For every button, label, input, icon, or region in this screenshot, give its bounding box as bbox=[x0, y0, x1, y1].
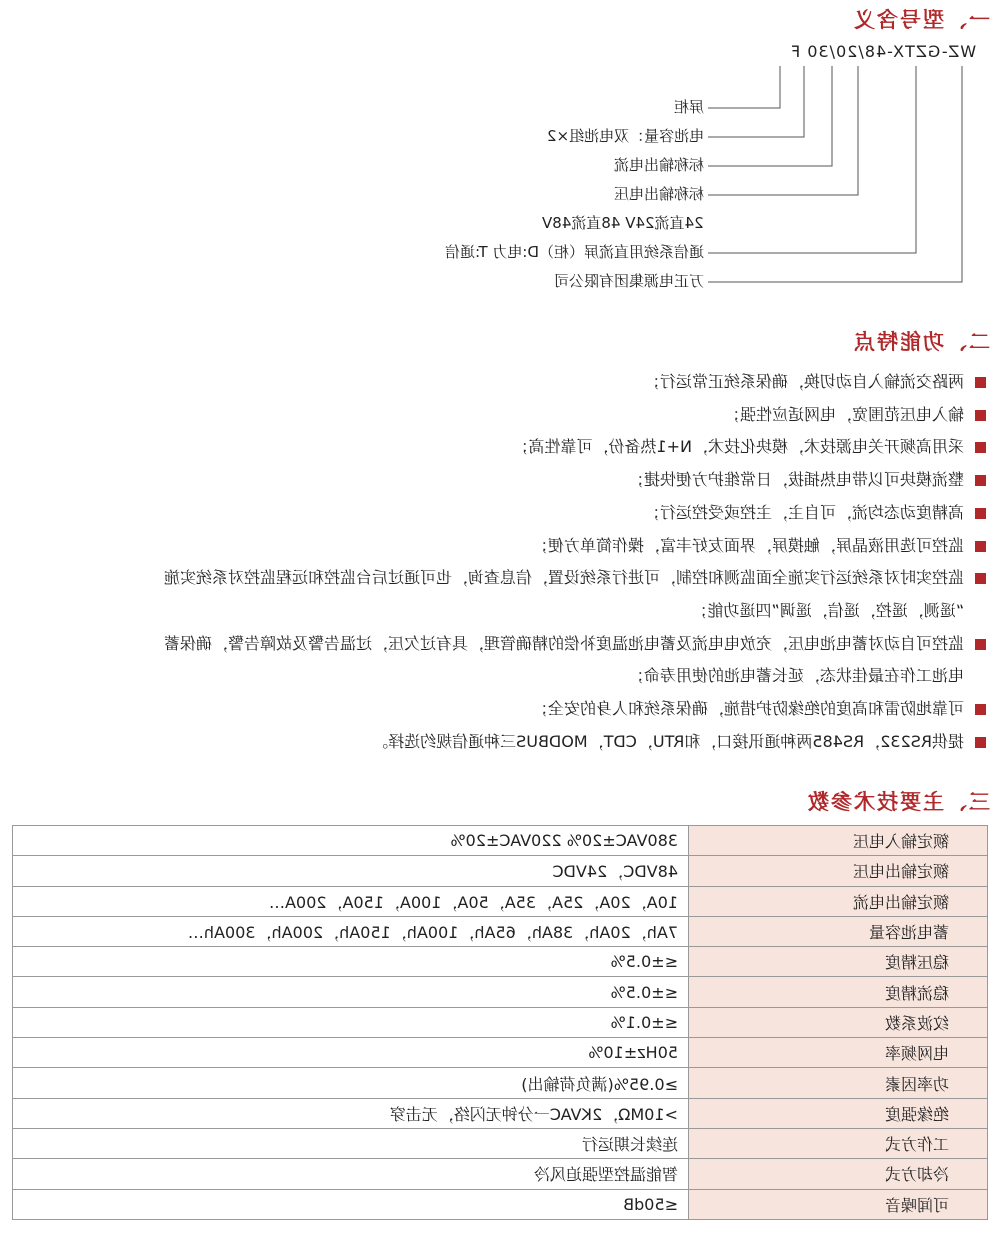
leader-line-3 bbox=[708, 66, 832, 166]
feature-text: 监控可自动对蓄电池电压，充放电电流及蓄电池温度补偿的精确管理，具有过欠压，过温告警及故障告警，确保蓄 bbox=[163, 633, 964, 653]
spec-label: 可闻噪音 bbox=[689, 1189, 988, 1219]
spec-label: 电网频率 bbox=[689, 1038, 988, 1068]
spec-label: 稳流精度 bbox=[689, 977, 988, 1007]
spec-label: 稳压精度 bbox=[689, 947, 988, 977]
model-rows bbox=[445, 96, 704, 299]
model-row-text: 万正电源集团有限公司 bbox=[553, 272, 704, 290]
spec-table bbox=[12, 825, 988, 1220]
model-row-2 bbox=[445, 125, 704, 154]
feature-text: 采用高频开关电源技术，模块化技术，N+1热备份，可靠性高； bbox=[512, 437, 964, 457]
feature-item bbox=[0, 464, 990, 497]
feature-text: 整流模块可以带电热插拔，日常维护方便快捷； bbox=[627, 470, 964, 490]
spec-value: ≤±0.5% bbox=[13, 977, 689, 1007]
feature-text: 两路交流输入自动切换，确保系统正常运行； bbox=[643, 372, 964, 391]
square-bullet-icon bbox=[975, 410, 986, 421]
spec-label: 额定输出电流 bbox=[689, 886, 988, 916]
spec-row bbox=[13, 1128, 988, 1158]
spec-value: ≤±0.5% bbox=[13, 947, 689, 977]
section-title-model: 一、型号含义 bbox=[852, 8, 990, 32]
spec-value: 智能温控型强迫风冷 bbox=[13, 1159, 689, 1189]
leader-line-6 bbox=[708, 66, 962, 282]
leader-line-5 bbox=[708, 66, 916, 253]
feature-item bbox=[0, 399, 990, 432]
feature-item bbox=[0, 562, 990, 595]
model-row-text: 通信系统用直流屏（柜）D:电力 T:通信 bbox=[445, 243, 704, 261]
spec-label: 纹波系数 bbox=[689, 1007, 988, 1037]
spec-value: 48VDC，24VDC bbox=[13, 856, 689, 886]
spec-row bbox=[13, 1159, 988, 1189]
spec-row bbox=[13, 1068, 988, 1098]
spec-row bbox=[13, 886, 988, 916]
leader-line-2 bbox=[708, 66, 804, 137]
feature-item bbox=[0, 530, 990, 563]
square-bullet-icon bbox=[975, 377, 986, 388]
model-row-1 bbox=[445, 96, 704, 125]
square-bullet-icon bbox=[975, 704, 986, 715]
spec-row bbox=[13, 916, 988, 946]
spec-row bbox=[13, 1007, 988, 1037]
feature-item bbox=[0, 628, 990, 661]
model-row-7 bbox=[445, 270, 704, 299]
model-row-5 bbox=[445, 212, 704, 241]
model-row-4 bbox=[445, 183, 704, 212]
spec-value: ≥0.95%(满负荷输出) bbox=[13, 1068, 689, 1098]
leader-line-1 bbox=[708, 66, 780, 108]
spec-value: 380VAC±20% 220VAC±20% bbox=[13, 826, 689, 856]
feature-item bbox=[0, 431, 990, 464]
model-code-diagram bbox=[0, 0, 1000, 300]
spec-label: 工作方式 bbox=[689, 1128, 988, 1158]
spec-label: 额定输入电压 bbox=[689, 826, 988, 856]
section-title-features: 二、功能特点 bbox=[852, 330, 990, 354]
spec-row bbox=[13, 826, 988, 856]
feature-text: 提供RS232，RS485两种通讯接口，和RTU，CDT，MODBUS三种通信规约选择。 bbox=[372, 731, 964, 751]
feature-item bbox=[0, 366, 990, 399]
square-bullet-icon bbox=[975, 475, 986, 486]
spec-row bbox=[13, 1098, 988, 1128]
feature-text: 高精度动态均流，可自主，主控或受控运行； bbox=[643, 502, 964, 522]
feature-item bbox=[0, 660, 990, 693]
feature-text: 电池工作在最佳状态，延长蓄电池的使用寿命； bbox=[627, 666, 964, 686]
feature-item bbox=[0, 726, 990, 759]
feature-item bbox=[0, 497, 990, 530]
feature-text: 输入电压范围宽，电网适应性强； bbox=[723, 404, 964, 424]
model-row-text: 标称输出电压 bbox=[613, 185, 704, 203]
square-bullet-icon bbox=[975, 541, 986, 552]
feature-text: “遥测，遥控，遥信，遥调”四遥功能； bbox=[691, 600, 964, 620]
spec-value: 7Ah，20Ah，38Ah，65Ah，100Ah，150Ah，200Ah，300Ah… bbox=[13, 916, 689, 946]
spec-label: 功率因素 bbox=[689, 1068, 988, 1098]
square-bullet-icon bbox=[975, 737, 986, 748]
spec-value: 连续长期运行 bbox=[13, 1128, 689, 1158]
model-code: WZ-GZTX-48/20/30 F bbox=[789, 42, 976, 61]
spec-row bbox=[13, 1038, 988, 1068]
spec-value: ≤50dB bbox=[13, 1189, 689, 1219]
feature-list bbox=[0, 366, 990, 758]
feature-text: 可靠地防雷和高度的绝缘防护措施，确保系统和人身的安全； bbox=[531, 699, 964, 719]
spec-value: 10A，20A，25A，35A，50A，100A，150A，200A… bbox=[13, 886, 689, 916]
feature-item bbox=[0, 693, 990, 726]
feature-text: 监控实时对系统运行实施全面监测和控制，可进行系统设置，信息查询，也可通过后台监控和远程监控对系统实施 bbox=[163, 568, 964, 588]
square-bullet-icon bbox=[975, 573, 986, 584]
model-row-6 bbox=[445, 241, 704, 270]
spec-row bbox=[13, 1189, 988, 1219]
spec-row bbox=[13, 977, 988, 1007]
spec-row bbox=[13, 947, 988, 977]
spec-label: 绝缘强度 bbox=[689, 1098, 988, 1128]
model-row-text: 屏柜 bbox=[673, 98, 704, 116]
spec-row bbox=[13, 856, 988, 886]
feature-item bbox=[0, 595, 990, 628]
model-row-text: 标称输出电流 bbox=[613, 156, 704, 174]
spec-label: 冷却方式 bbox=[689, 1159, 988, 1189]
square-bullet-icon bbox=[975, 639, 986, 650]
section-title-specs: 三、主要技术参数 bbox=[806, 790, 990, 814]
feature-text: 监控可选用液晶屏，触摸屏，界面友好丰富，操作简单方便； bbox=[531, 535, 964, 555]
spec-value: >10MΩ，2KVAC一分钟无闪络，无击穿 bbox=[13, 1098, 689, 1128]
leader-line-4 bbox=[708, 66, 858, 195]
spec-label: 额定输出电压 bbox=[689, 856, 988, 886]
spec-label: 蓄电池容量 bbox=[689, 916, 988, 946]
square-bullet-icon bbox=[975, 508, 986, 519]
model-row-text: 电池容量：双电池组×2 bbox=[546, 127, 704, 145]
spec-value: ≤±0.1% bbox=[13, 1007, 689, 1037]
model-row-text: 24直流24V 48直流48V bbox=[542, 214, 704, 232]
spec-value: 50Hz±10% bbox=[13, 1038, 689, 1068]
square-bullet-icon bbox=[975, 442, 986, 453]
model-row-3 bbox=[445, 154, 704, 183]
